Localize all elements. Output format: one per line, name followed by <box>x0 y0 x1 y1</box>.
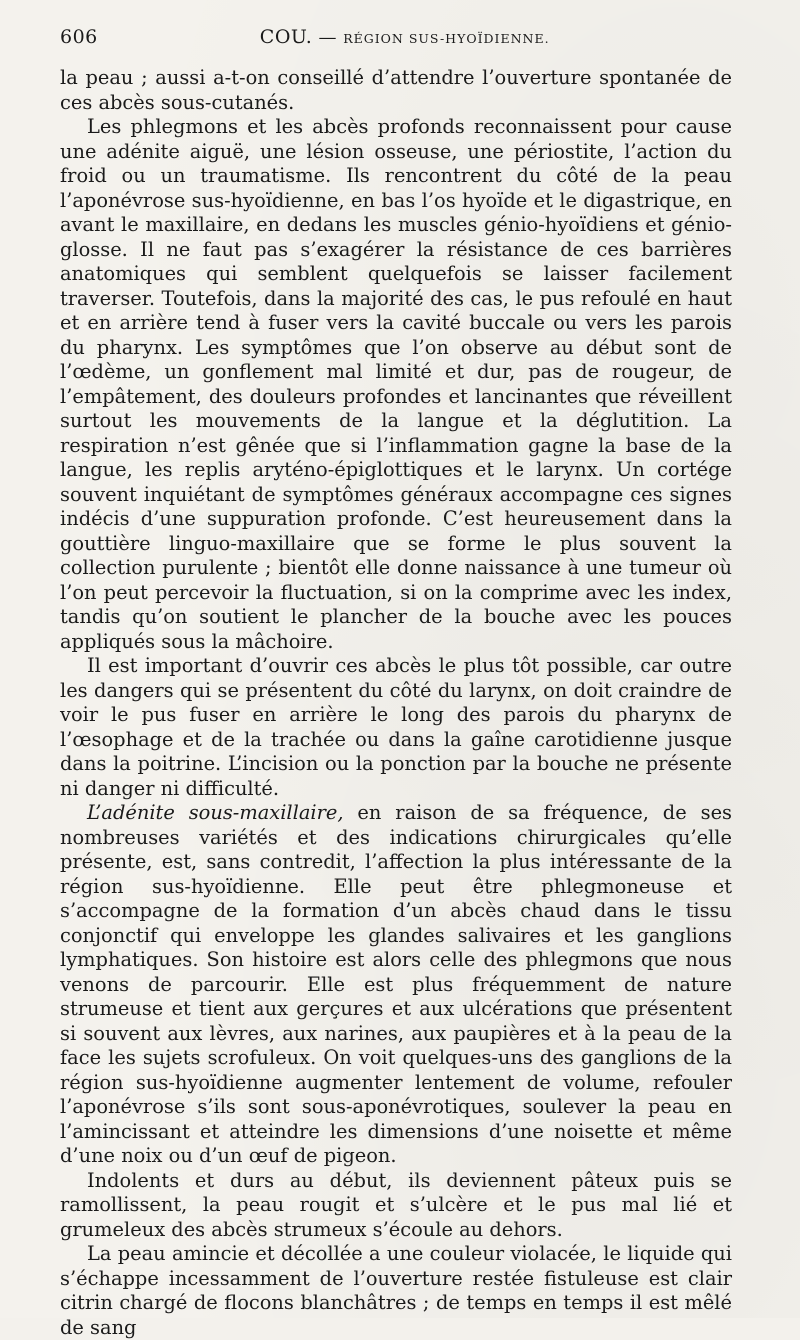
running-header <box>60 26 732 66</box>
paragraph-text: la peau ; aussi a-t-on conseillé d’attendre l’ouverture spontanée de ces abcès sous-cutanés. <box>60 66 732 114</box>
running-title-sub: RÉGION SUS-HYOÏDIENNE. <box>343 31 550 46</box>
paragraph <box>60 654 732 801</box>
running-title-dash: — <box>318 27 337 48</box>
paragraph <box>60 115 732 654</box>
paragraph-text: Les phlegmons et les abcès profonds reconnaissent pour cause une adénite aiguë, une lésion osseuse, une périostite, l’action du froid ou un traumatisme. Ils rencontrent du côté de la peau l’aponévrose sus-hyoïdienne, en bas l’os hyoïde et le digastrique, en avant le maxillaire, en dedans les muscles génio-hyoïdiens et génio-glosse. Il ne faut pas s’exagérer la résistance de ces barrières anatomiques qui semblent quelquefois se laisser facilement traverser. Toutefois, dans la majorité des cas, le pus refoulé en haut et en arrière tend à fuser vers la cavité buccale ou vers les parois du pharynx. Les symptômes que l’on observe au début sont de l’œdème, un gonflement mal limité et dur, pas de rougeur, de l’empâtement, des douleurs profondes et lancinantes que réveillent surtout les mouvements de la langue et la déglutition. La respiration n’est gênée que si l’inflammation gagne la base de la langue, les replis aryténo-épiglottiques et le larynx. Un cortége souvent inquiétant de symptômes généraux accompagne ces signes indécis d’une suppuration profonde. C’est heureusement dans la gouttière linguo-maxillaire que se forme le plus souvent la collection purulente ; bientôt elle donne naissance à une tumeur où l’on peut percevoir la fluctuation, si on la comprime avec les index, tandis qu’on soutient le plancher de la bouche avec les pouces appliqués sous la mâchoire. <box>60 115 732 653</box>
paragraph-text: La peau amincie et décollée a une couleur violacée, le liquide qui s’échappe incessamment de l’ouverture restée fistuleuse est clair citrin chargé de flocons blanchâtres ; de temps en temps il est mêlé de sang <box>60 1242 732 1339</box>
paragraph-italic-lead: L’adénite sous-maxillaire, <box>87 801 344 824</box>
paragraph <box>60 1242 732 1340</box>
body-text <box>60 66 732 1340</box>
paragraph <box>60 1169 732 1243</box>
paragraph-text: Indolents et durs au début, ils deviennent pâteux puis se ramollissent, la peau rougit et s’ulcère et le pus mal lié et grumeleux des abcès strumeux s’écoule au dehors. <box>60 1168 732 1241</box>
page-number: 606 <box>60 26 98 48</box>
running-title-main: COU. <box>259 26 313 48</box>
paragraph <box>60 66 732 115</box>
paragraph-text: Il est important d’ouvrir ces abcès le plus tôt possible, car outre les dangers qui se présentent du côté du larynx, on doit craindre de voir le pus fuser en arrière le long des parois du pharynx de l’œsophage et de la trachée ou dans la gaîne carotidienne jusque dans la poitrine. L’incision ou la ponction par la bouche ne présente ni danger ni difficulté. <box>60 654 732 800</box>
paragraph-text: en raison de sa fréquence, de ses nombreuses variétés et des indications chirurgicales qu’elle présente, est, sans contredit, l’affection la plus intéressante de la région sus-hyoïdienne. Elle peut être phlegmoneuse et s’accompagne de la formation d’un abcès chaud dans le tissu conjonctif qui enveloppe les glandes salivaires et les ganglions lymphatiques. Son histoire est alors celle des phlegmons que nous venons de parcourir. Elle est plus fréquemment de nature strumeuse et tient aux gerçures et aux ulcérations que présentent si souvent aux lèvres, aux narines, aux paupières et à la peau de la face les sujets scrofuleux. On voit quelques-uns des ganglions de la région sus-hyoïdienne augmenter lentement de volume, refouler l’aponévrose s’ils sont sous-aponévrotiques, soulever la peau en l’amincissant et atteindre les dimensions d’une noisette et même d’une noix ou d’un œuf de pigeon. <box>60 801 732 1167</box>
running-title <box>260 26 550 48</box>
paragraph <box>60 801 732 1169</box>
